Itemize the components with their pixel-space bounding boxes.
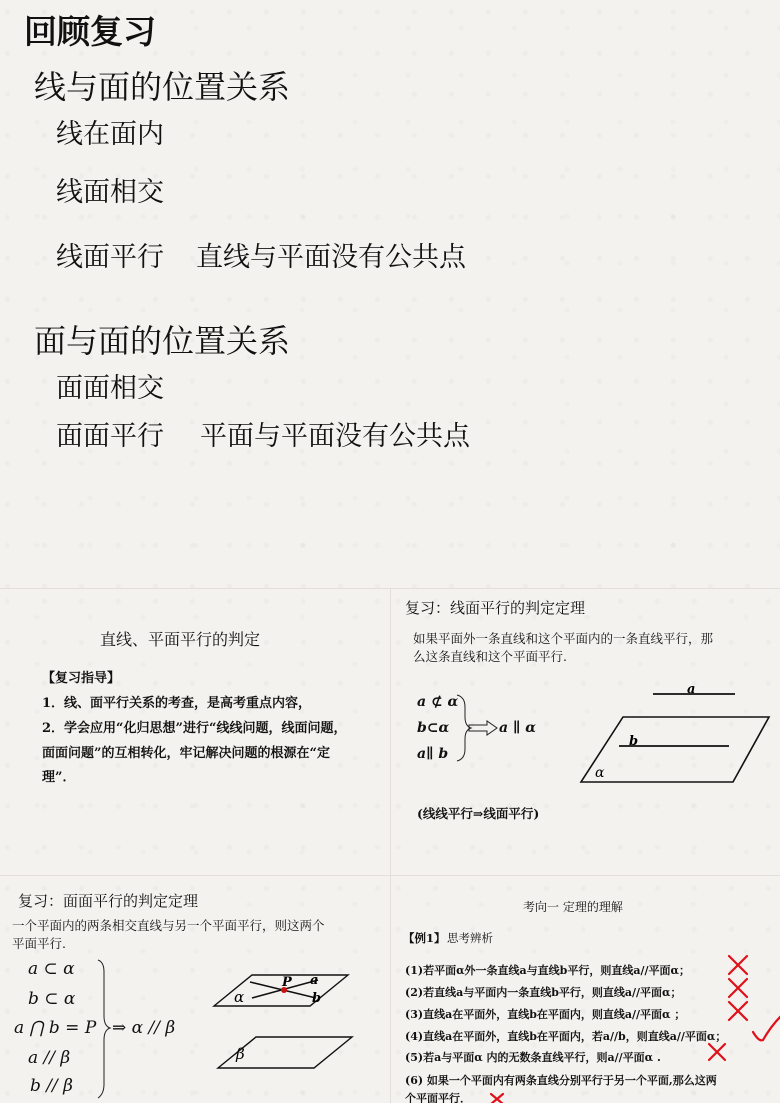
theorem-text-1: 如果平面外一条直线和这个平面内的一条直线平行，那 (413, 631, 714, 646)
guide-line-2b: 面面问题”的互相转化，牢记解决问题的根源在“定 (42, 746, 330, 761)
wrong-mark-5 (709, 1044, 725, 1060)
definition-plane-plane-parallel: 平面与平面没有公共点 (200, 421, 470, 452)
slide-title: 复习：面面平行的判定定理 (18, 892, 199, 910)
label-beta: β (236, 1045, 245, 1063)
correct-mark-4 (753, 1016, 780, 1040)
label-b: b (629, 734, 639, 749)
summary-note: (线线平行⇒线面平行) (417, 806, 540, 821)
example-title: 思考辨析 (447, 931, 493, 945)
plane-alpha (581, 717, 769, 782)
item-plane-plane-parallel: 面面平行 (56, 421, 164, 452)
question-1: (1)若平面α外一条直线a与直线b平行，则直线a//平面α； (405, 964, 690, 977)
condition-brace (98, 960, 110, 1098)
theorem-text-1: 一个平面内的两条相交直线与另一个平面平行，则这两个 (12, 918, 325, 933)
condition-1: a ⊄ α (417, 694, 459, 710)
wrong-mark-3 (729, 1002, 747, 1020)
label-a: a (310, 973, 319, 988)
answer-marks (391, 876, 780, 1103)
slide-title: 回顾复习 (24, 12, 156, 51)
conclusion: ⇒ α // β (112, 1018, 176, 1038)
guide-title: 【复习指导】 (42, 671, 121, 686)
question-4: (4)直线a在平面外，直线b在平面内，若a//b，则直线a//平面α； (405, 1030, 727, 1043)
wrong-mark-2 (729, 979, 747, 997)
slide-title: 直线、平面平行的判定 (100, 630, 261, 649)
guide-line-2c: 理”． (42, 770, 76, 785)
label-b: b (312, 991, 322, 1006)
question-3: (3)直线a在平面外，直线b在平面内，则直线a//平面α ； (405, 1008, 686, 1021)
planes-diagram (0, 876, 390, 1103)
slide-line-plane-theorem (390, 588, 780, 876)
item-line-in-plane: 线在面内 (56, 119, 164, 150)
theorem-text-2: 么这条直线和这个平面平行. (413, 649, 567, 664)
condition-2: b ⊂ α (28, 989, 76, 1009)
condition-1: a ⊂ α (28, 959, 75, 979)
slide-theorem-understanding (390, 875, 780, 1103)
implies-arrow (469, 721, 497, 735)
definition-line-plane-parallel: 直线与平面没有公共点 (196, 242, 466, 273)
example-label: 【例1】 (403, 931, 446, 945)
question-5: (5)若a与平面α 内的无数条直线平行，则a//平面α . (405, 1051, 661, 1064)
guide-line-1: 1．线、面平行关系的考查，是高考重点内容， (42, 696, 312, 711)
condition-4: a // β (28, 1048, 71, 1068)
item-plane-plane-intersect: 面面相交 (56, 373, 164, 404)
item-line-plane-parallel: 线面平行 (56, 242, 164, 273)
guide-line-2a: 2．学会应用“化归思想”进行“线线问题，线面问题， (42, 721, 347, 736)
condition-3: a∥ b (417, 746, 449, 762)
slide-title: 考向一 定理的理解 (523, 900, 623, 914)
slide-guide (0, 588, 390, 876)
section-plane-plane: 面与面的位置关系 (34, 322, 291, 360)
label-alpha: α (595, 765, 605, 781)
question-6b: 个平面平行． (405, 1092, 471, 1103)
label-alpha: α (234, 988, 245, 1006)
question-2: (2)若直线a与平面内一条直线b平行，则直线a//平面α； (405, 986, 682, 999)
section-line-plane: 线与面的位置关系 (34, 68, 291, 106)
condition-2: b⊂α (417, 720, 450, 736)
label-a: a (687, 682, 696, 697)
conclusion: a ∥ α (499, 720, 537, 736)
slide-plane-plane-theorem (0, 875, 390, 1103)
wrong-mark-1 (729, 956, 747, 974)
item-line-plane-intersect: 线面相交 (56, 177, 164, 208)
label-P: P (282, 975, 292, 990)
condition-3: a ⋂ b = P (14, 1018, 97, 1038)
condition-5: b // β (30, 1076, 73, 1096)
question-6a: (6) 如果一个平面内有两条直线分别平行于另一个平面,那么这两 (405, 1074, 717, 1087)
theorem-text-2: 平面平行. (12, 936, 66, 951)
plane-diagram (391, 589, 780, 876)
slide-title: 复习：线面平行的判定定理 (405, 599, 586, 617)
